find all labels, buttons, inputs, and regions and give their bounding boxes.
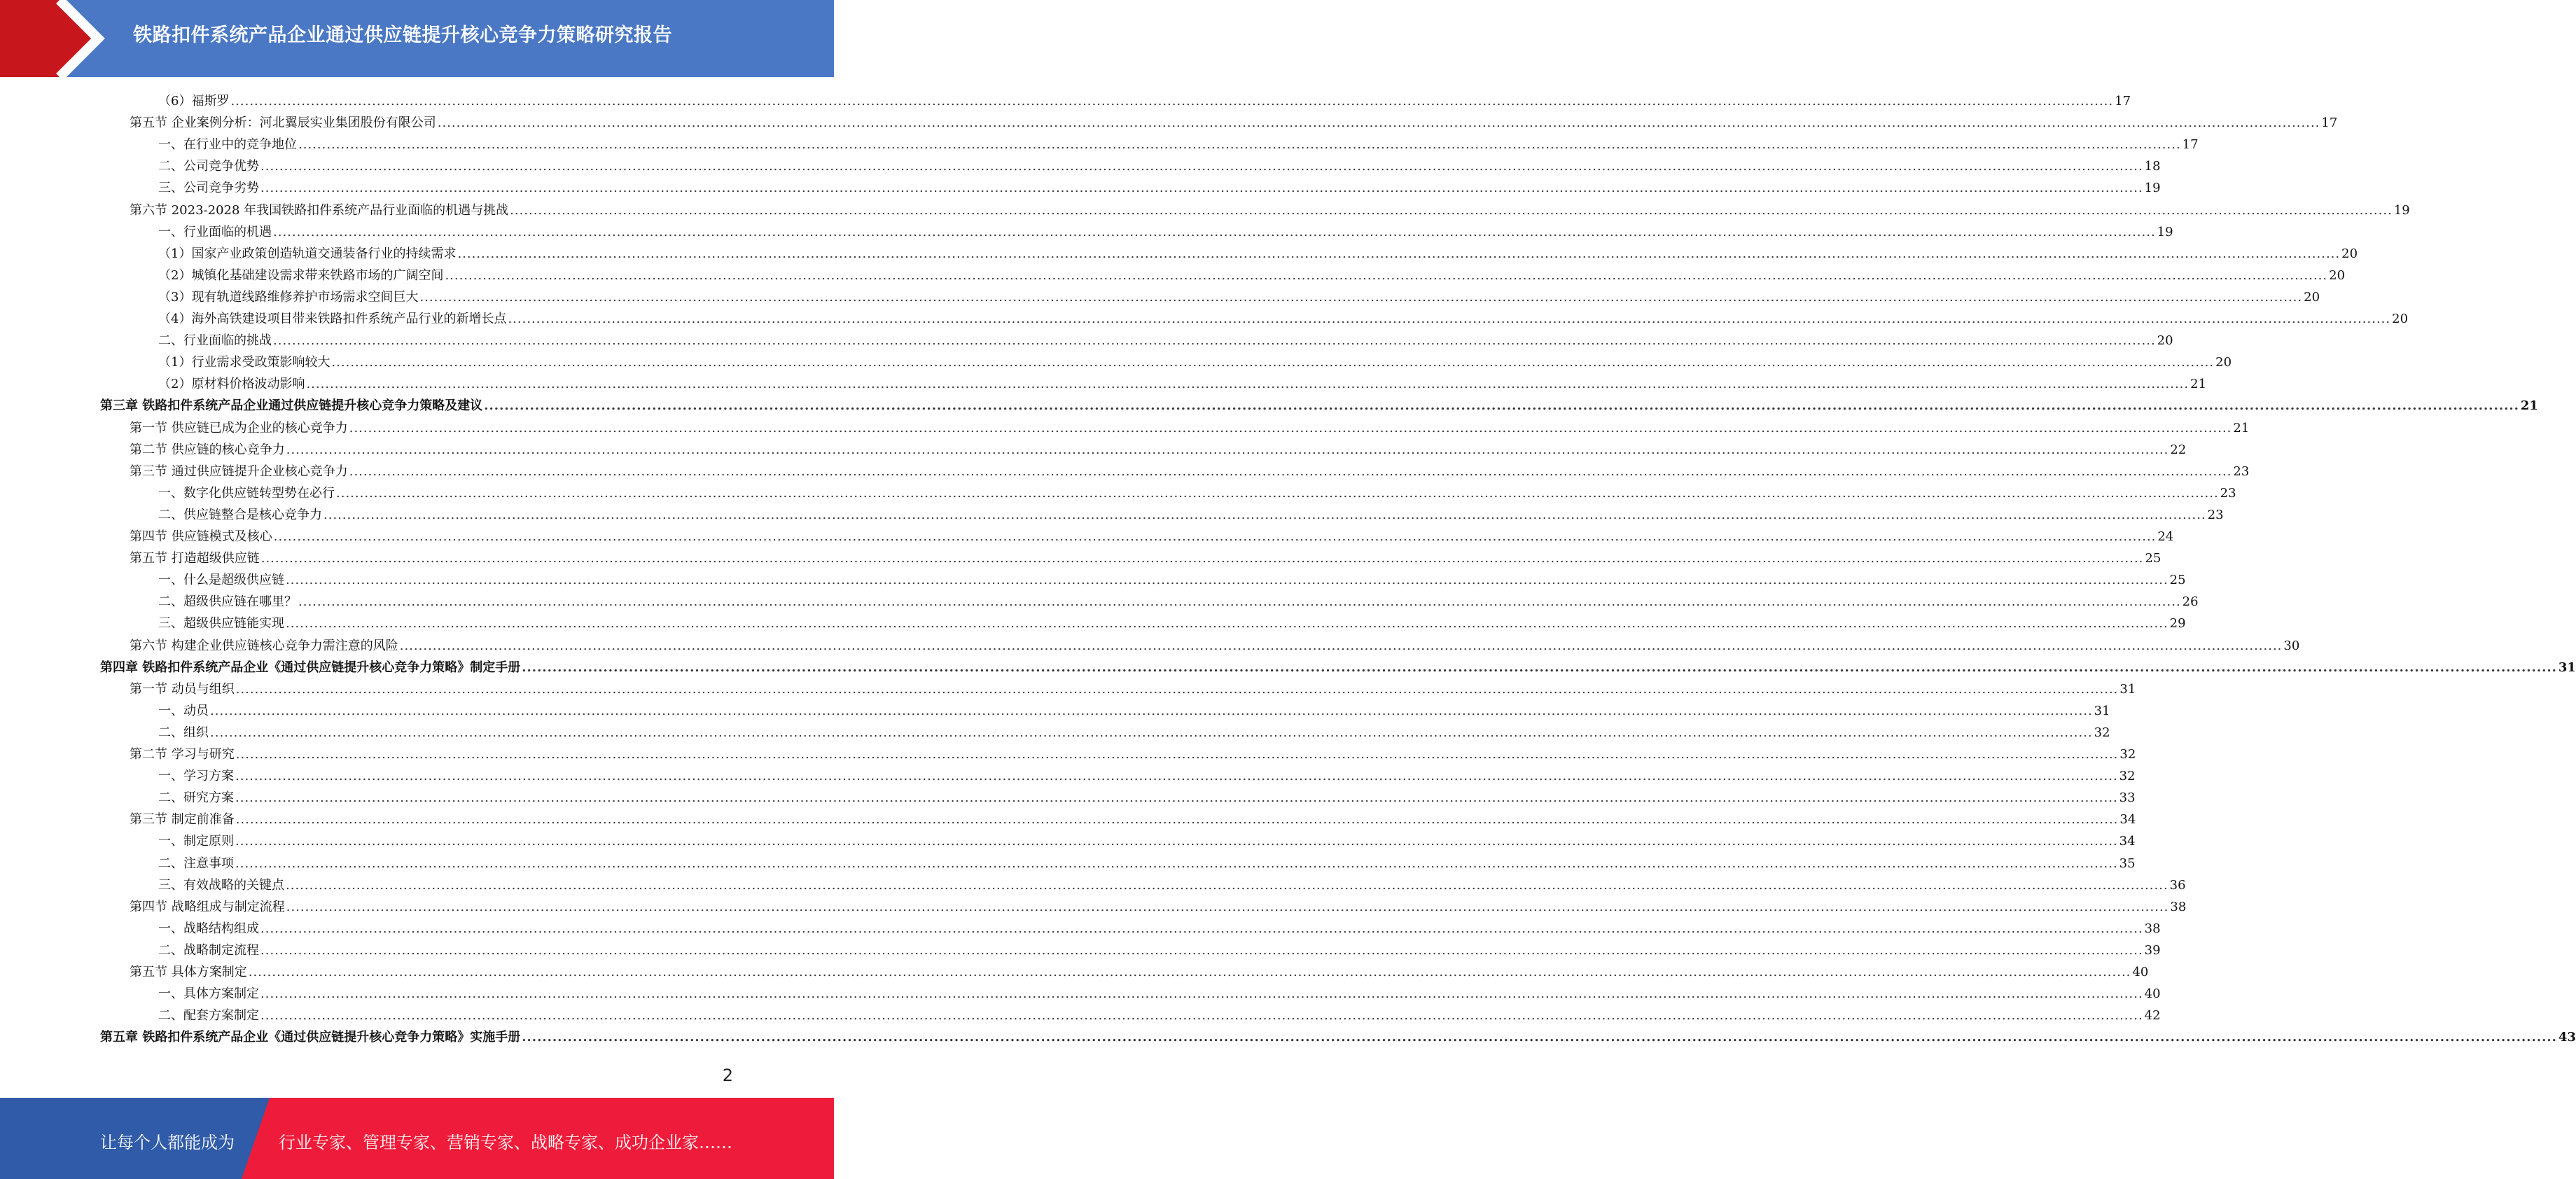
toc-dot-leader: ................................................................................................................................................................................................................................................................................................................................................................................................................ xyxy=(522,660,2557,675)
toc-subsection-entry[interactable] xyxy=(158,242,2358,262)
toc-dot-leader: ................................................................................................................................................................................................................................................................................................................................................................................................................ xyxy=(273,333,2156,349)
toc-dot-leader: ................................................................................................................................................................................................................................................................................................................................................................................................................ xyxy=(260,1008,2143,1024)
toc-page-number: 38 xyxy=(2170,899,2187,914)
toc-entry-title: 三、超级供应链能实现 xyxy=(158,616,284,632)
toc-entry-title: 三、公司竞争劣势 xyxy=(158,181,259,196)
toc-page-number: 24 xyxy=(2157,529,2174,544)
toc-page-number: 40 xyxy=(2132,965,2149,979)
toc-entry-title: 第二节 学习与研究 xyxy=(130,747,235,762)
toc-subsection-entry[interactable] xyxy=(158,1004,2161,1024)
page-footer xyxy=(0,1098,834,1179)
toc-entry-title: 一、学习方案 xyxy=(158,769,234,784)
toc-subsection-entry[interactable] xyxy=(158,874,2186,893)
toc-entry-title: 一、动员 xyxy=(158,703,209,718)
toc-chapter-entry[interactable] xyxy=(100,1026,2576,1045)
toc-dot-leader: ................................................................................................................................................................................................................................................................................................................................................................................................................ xyxy=(286,877,2168,893)
toc-entry-title: 一、战略结构组成 xyxy=(158,921,259,936)
toc-section-entry[interactable] xyxy=(130,895,2187,915)
toc-subsection-entry[interactable] xyxy=(158,590,2199,610)
toc-subsection-entry[interactable] xyxy=(158,568,2186,588)
toc-entry-title: 二、供应链整合是核心竞争力 xyxy=(158,507,322,522)
page-header xyxy=(0,0,834,77)
toc-page-number: 23 xyxy=(2220,485,2236,501)
toc-dot-leader: ................................................................................................................................................................................................................................................................................................................................................................................................................ xyxy=(510,202,2393,218)
toc-page-number: 35 xyxy=(2119,856,2136,871)
toc-entry-title: 第三节 制定前准备 xyxy=(130,812,235,828)
toc-entry-title: 第四章 铁路扣件系统产品企业《通过供应链提升核心竞争力策略》制定手册 xyxy=(100,660,521,675)
toc-dot-leader: ................................................................................................................................................................................................................................................................................................................................................................................................................ xyxy=(419,289,2303,305)
toc-page-number: 20 xyxy=(2341,246,2358,261)
toc-dot-leader: ................................................................................................................................................................................................................................................................................................................................................................................................................ xyxy=(306,377,2189,392)
toc-dot-leader: ................................................................................................................................................................................................................................................................................................................................................................................................................ xyxy=(210,725,2093,740)
toc-entry-title: 二、战略制定流程 xyxy=(158,942,259,958)
toc-dot-leader: ................................................................................................................................................................................................................................................................................................................................................................................................................ xyxy=(286,442,2169,457)
toc-dot-leader: ................................................................................................................................................................................................................................................................................................................................................................................................................ xyxy=(349,463,2232,479)
toc-dot-leader: ................................................................................................................................................................................................................................................................................................................................................................................................................ xyxy=(298,594,2181,610)
toc-dot-leader: ................................................................................................................................................................................................................................................................................................................................................................................................................ xyxy=(286,899,2169,914)
toc-dot-leader: ................................................................................................................................................................................................................................................................................................................................................................................................................ xyxy=(336,485,2219,501)
toc-dot-leader: ................................................................................................................................................................................................................................................................................................................................................................................................................ xyxy=(210,703,2093,718)
toc-chapter-entry[interactable] xyxy=(100,656,2576,676)
toc-page-number: 19 xyxy=(2144,181,2161,196)
toc-entry-title: 第六节 构建企业供应链核心竞争力需注意的风险 xyxy=(130,638,398,653)
toc-section-entry[interactable] xyxy=(130,678,2136,697)
toc-subsection-entry[interactable] xyxy=(158,765,2136,784)
report-title: 铁路扣件系统产品企业通过供应链提升核心竞争力策略研究报告 xyxy=(133,25,672,46)
toc-page-number: 43 xyxy=(2558,1030,2576,1045)
toc-dot-leader: ................................................................................................................................................................................................................................................................................................................................................................................................................ xyxy=(445,267,2328,283)
toc-subsection-entry[interactable] xyxy=(158,939,2161,958)
toc-entry-title: 第五节 企业案例分析：河北翼辰实业集团股份有限公司 xyxy=(130,116,436,131)
toc-entry-title: 第五节 具体方案制定 xyxy=(130,965,247,979)
toc-section-entry[interactable] xyxy=(130,199,2410,218)
toc-dot-leader: ................................................................................................................................................................................................................................................................................................................................................................................................................ xyxy=(331,355,2215,370)
toc-chapter-entry[interactable] xyxy=(100,394,2538,414)
toc-page-number: 20 xyxy=(2304,289,2320,305)
toc-entry-title: 第四节 供应链模式及核心 xyxy=(130,529,272,544)
toc-page-number: 20 xyxy=(2329,267,2346,283)
toc-entry-title: （4）海外高铁建设项目带来铁路扣件系统产品行业的新增长点 xyxy=(158,312,507,326)
toc-page-number: 39 xyxy=(2144,942,2161,958)
toc-page-number: 19 xyxy=(2393,202,2410,218)
toc-page-number: 23 xyxy=(2207,507,2224,522)
toc-entry-title: （1）行业需求受政策影响较大 xyxy=(158,355,330,370)
toc-page-number: 21 xyxy=(2520,398,2538,414)
toc-dot-leader: ................................................................................................................................................................................................................................................................................................................................................................................................................ xyxy=(235,769,2118,784)
toc-entry-title: 二、配套方案制定 xyxy=(158,1008,259,1024)
toc-subsection-entry[interactable] xyxy=(158,482,2236,501)
toc-dot-leader: ................................................................................................................................................................................................................................................................................................................................................................................................................ xyxy=(323,507,2206,522)
toc-subsection-entry[interactable] xyxy=(158,264,2346,284)
toc-page-number: 20 xyxy=(2157,333,2173,349)
page-number: 2 xyxy=(722,1066,733,1085)
toc-dot-leader: ................................................................................................................................................................................................................................................................................................................................................................................................................ xyxy=(286,616,2168,632)
toc-section-entry[interactable] xyxy=(130,525,2174,545)
toc-section-entry[interactable] xyxy=(130,634,2300,654)
footer-slogan-right: 行业专家、管理专家、营销专家、战略专家、成功企业家…… xyxy=(279,1133,732,1152)
toc-dot-leader: ................................................................................................................................................................................................................................................................................................................................................................................................................ xyxy=(235,834,2118,849)
toc-subsection-entry[interactable] xyxy=(158,221,2173,240)
toc-entry-title: 第五章 铁路扣件系统产品企业《通过供应链提升核心竞争力策略》实施手册 xyxy=(100,1030,521,1045)
toc-entry-title: 一、在行业中的竞争地位 xyxy=(158,137,297,153)
toc-page-number: 17 xyxy=(2321,116,2338,131)
toc-dot-leader: ................................................................................................................................................................................................................................................................................................................................................................................................................ xyxy=(273,224,2156,239)
toc-subsection-entry[interactable] xyxy=(158,286,2320,305)
toc-page-number: 17 xyxy=(2115,94,2131,109)
toc-entry-title: 第一节 供应链已成为企业的核心竞争力 xyxy=(130,420,348,435)
toc-page-number: 29 xyxy=(2169,616,2186,632)
toc-page-number: 38 xyxy=(2144,921,2161,936)
toc-dot-leader: ................................................................................................................................................................................................................................................................................................................................................................................................................ xyxy=(286,573,2168,588)
toc-subsection-entry[interactable] xyxy=(158,90,2131,109)
toc-section-entry[interactable] xyxy=(130,460,2250,480)
toc-section-entry[interactable] xyxy=(130,111,2338,131)
toc-entry-title: 二、公司竞争优势 xyxy=(158,159,259,174)
toc-page-number: 36 xyxy=(2169,877,2186,893)
toc-section-entry[interactable] xyxy=(130,417,2250,436)
toc-entry-title: 一、什么是超级供应链 xyxy=(158,573,284,588)
toc-subsection-entry[interactable] xyxy=(158,982,2161,1002)
toc-section-entry[interactable] xyxy=(130,743,2136,762)
toc-subsection-entry[interactable] xyxy=(158,852,2136,872)
toc-page-number: 26 xyxy=(2182,594,2199,610)
toc-page-number: 40 xyxy=(2144,986,2161,1002)
toc-dot-leader: ................................................................................................................................................................................................................................................................................................................................................................................................................ xyxy=(349,420,2232,435)
toc-page-number: 32 xyxy=(2119,769,2136,784)
toc-page-number: 21 xyxy=(2233,420,2250,435)
toc-dot-leader: ................................................................................................................................................................................................................................................................................................................................................................................................................ xyxy=(522,1030,2557,1045)
toc-entry-title: 二、超级供应链在哪里？ xyxy=(158,594,297,610)
toc-section-entry[interactable] xyxy=(130,438,2187,458)
toc-page-number: 25 xyxy=(2169,573,2186,588)
toc-dot-leader: ................................................................................................................................................................................................................................................................................................................................................................................................................ xyxy=(260,181,2143,196)
toc-section-entry[interactable] xyxy=(130,547,2161,566)
toc-page-number: 23 xyxy=(2233,463,2250,479)
toc-page-number: 32 xyxy=(2094,725,2110,740)
toc-entry-title: 三、有效战略的关键点 xyxy=(158,877,284,893)
toc-entry-title: 一、数字化供应链转型势在必行 xyxy=(158,485,335,501)
toc-entry-title: （1）国家产业政策创造轨道交通装备行业的持续需求 xyxy=(158,246,457,261)
toc-page-number: 31 xyxy=(2119,681,2136,697)
toc-dot-leader: ................................................................................................................................................................................................................................................................................................................................................................................................................ xyxy=(235,812,2119,828)
toc-page-number: 31 xyxy=(2094,703,2110,718)
toc-dot-leader: ................................................................................................................................................................................................................................................................................................................................................................................................................ xyxy=(260,942,2143,958)
toc-entry-title: （6）福斯罗 xyxy=(158,94,230,109)
toc-page-number: 18 xyxy=(2144,159,2161,174)
toc-entry-title: （2）城镇化基础建设需求带来铁路市场的广阔空间 xyxy=(158,267,444,283)
toc-subsection-entry[interactable] xyxy=(158,503,2224,523)
toc-dot-leader: ................................................................................................................................................................................................................................................................................................................................................................................................................ xyxy=(230,94,2114,109)
toc-entry-title: 第五节 打造超级供应链 xyxy=(130,551,260,566)
toc-dot-leader: ................................................................................................................................................................................................................................................................................................................................................................................................................ xyxy=(298,137,2181,153)
toc-subsection-entry[interactable] xyxy=(158,351,2232,370)
toc-entry-title: 第四节 战略组成与制定流程 xyxy=(130,899,285,914)
toc-dot-leader: ................................................................................................................................................................................................................................................................................................................................................................................................................ xyxy=(484,398,2519,414)
toc-page-number: 33 xyxy=(2119,790,2136,806)
toc-dot-leader: ................................................................................................................................................................................................................................................................................................................................................................................................................ xyxy=(235,681,2119,697)
toc-subsection-entry[interactable] xyxy=(158,699,2110,719)
toc-subsection-entry[interactable] xyxy=(158,786,2136,806)
toc-dot-leader: ................................................................................................................................................................................................................................................................................................................................................................................................................ xyxy=(260,551,2144,566)
toc-entry-title: 二、组织 xyxy=(158,725,209,740)
toc-subsection-entry[interactable] xyxy=(158,721,2110,741)
toc-dot-leader: ................................................................................................................................................................................................................................................................................................................................................................................................................ xyxy=(260,159,2143,174)
toc-page-number: 30 xyxy=(2283,638,2300,653)
toc-subsection-entry[interactable] xyxy=(158,612,2186,632)
toc-page-number: 20 xyxy=(2392,312,2409,326)
toc-entry-title: 第二节 供应链的核心竞争力 xyxy=(130,442,285,457)
toc-subsection-entry[interactable] xyxy=(158,917,2161,937)
toc-page-number: 17 xyxy=(2182,137,2199,153)
toc-entry-title: 第六节 2023-2028 年我国铁路扣件系统产品行业面临的机遇与挑战 xyxy=(130,202,509,218)
toc-page-number: 19 xyxy=(2157,224,2173,239)
toc-page-number: 31 xyxy=(2558,660,2576,675)
toc-page-number: 42 xyxy=(2144,1008,2161,1024)
toc-section-entry[interactable] xyxy=(130,961,2149,980)
header-red-arrow xyxy=(0,0,98,77)
toc-entry-title: 一、具体方案制定 xyxy=(158,986,259,1002)
toc-subsection-entry[interactable] xyxy=(158,830,2136,849)
toc-dot-leader: ................................................................................................................................................................................................................................................................................................................................................................................................................ xyxy=(508,312,2391,326)
toc-entry-title: 二、研究方案 xyxy=(158,790,234,806)
toc-dot-leader: ................................................................................................................................................................................................................................................................................................................................................................................................................ xyxy=(260,986,2143,1002)
toc-dot-leader: ................................................................................................................................................................................................................................................................................................................................................................................................................ xyxy=(457,246,2341,261)
toc-section-entry[interactable] xyxy=(130,808,2136,828)
toc-subsection-entry[interactable] xyxy=(158,329,2173,349)
toc-entry-title: 二、行业面临的挑战 xyxy=(158,333,272,349)
toc-entry-title: 一、行业面临的机遇 xyxy=(158,224,272,239)
footer-slogan-left: 让每个人都能成为 xyxy=(100,1133,235,1152)
toc-page-number: 34 xyxy=(2119,812,2136,828)
toc-page-number: 32 xyxy=(2119,747,2136,762)
toc-page-number: 25 xyxy=(2145,551,2161,566)
toc-subsection-entry[interactable] xyxy=(158,307,2409,327)
toc-dot-leader: ................................................................................................................................................................................................................................................................................................................................................................................................................ xyxy=(235,856,2118,871)
toc-dot-leader: ................................................................................................................................................................................................................................................................................................................................................................................................................ xyxy=(235,747,2119,762)
toc-subsection-entry[interactable] xyxy=(158,372,2207,392)
toc-page-number: 34 xyxy=(2119,834,2136,849)
toc-entry-title: 第三章 铁路扣件系统产品企业通过供应链提升核心竞争力策略及建议 xyxy=(100,398,483,414)
toc-entry-title: 第三节 通过供应链提升企业核心竞争力 xyxy=(130,463,348,479)
toc-dot-leader: ................................................................................................................................................................................................................................................................................................................................................................................................................ xyxy=(235,790,2118,806)
toc-page-number: 20 xyxy=(2215,355,2232,370)
toc-entry-title: （3）现有轨道线路维修养护市场需求空间巨大 xyxy=(158,289,419,305)
toc-entry-title: 二、注意事项 xyxy=(158,856,234,871)
toc-subsection-entry[interactable] xyxy=(158,155,2161,174)
toc-subsection-entry[interactable] xyxy=(158,176,2161,196)
toc-page-number: 22 xyxy=(2170,442,2187,457)
toc-dot-leader: ................................................................................................................................................................................................................................................................................................................................................................................................................ xyxy=(260,921,2143,936)
toc-subsection-entry[interactable] xyxy=(158,133,2199,153)
toc-dot-leader: ................................................................................................................................................................................................................................................................................................................................................................................................................ xyxy=(437,116,2320,131)
toc-dot-leader: ................................................................................................................................................................................................................................................................................................................................................................................................................ xyxy=(273,529,2157,544)
toc-entry-title: （2）原材料价格波动影响 xyxy=(158,377,305,392)
toc-page-number: 21 xyxy=(2190,377,2207,392)
toc-dot-leader: ................................................................................................................................................................................................................................................................................................................................................................................................................ xyxy=(248,965,2131,979)
toc-dot-leader: ................................................................................................................................................................................................................................................................................................................................................................................................................ xyxy=(399,638,2283,653)
toc-entry-title: 第一节 动员与组织 xyxy=(130,681,235,697)
toc-entry-title: 一、制定原则 xyxy=(158,834,234,849)
